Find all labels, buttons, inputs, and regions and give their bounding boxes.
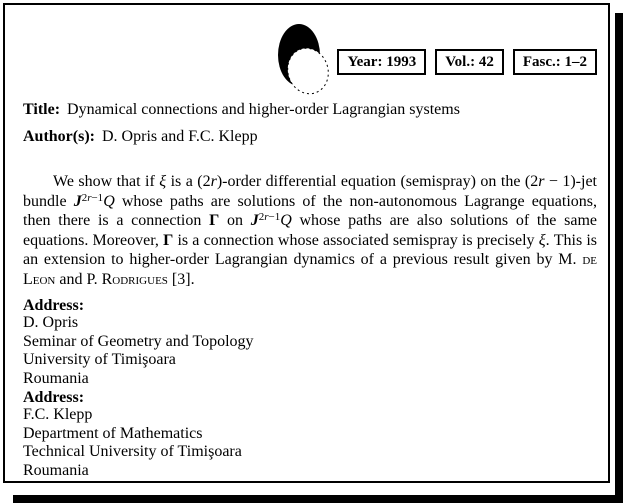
article-title: Dynamical connections and higher-order Lagrangian systems [67, 101, 460, 118]
title-line [23, 100, 460, 120]
address-block-opris [23, 297, 254, 388]
address-line: F.C. Klepp [23, 406, 93, 423]
article-authors: D. Opris and F.C. Klepp [102, 128, 258, 145]
year-box: Year: 1993 [337, 49, 426, 75]
fascicle-box: Fasc.: 1–2 [513, 49, 597, 75]
address-line: Roumania [23, 369, 89, 387]
authors-line [23, 127, 258, 147]
authors-label: Author(s): [23, 128, 95, 145]
address-line: University of Timişoara [23, 351, 176, 368]
address-label: Address: [23, 297, 85, 314]
address-line: Department of Mathematics [23, 424, 203, 442]
frame-shadow-bottom [13, 495, 623, 503]
title-label: Title: [23, 101, 61, 118]
volume-box: Vol.: 42 [435, 49, 504, 75]
crescent-moon-logo-icon [272, 20, 336, 108]
address-line: D. Opris [23, 314, 79, 331]
address-block-klepp [23, 389, 242, 480]
document-frame [3, 3, 610, 483]
address-line: Seminar of Geometry and Topology [23, 332, 254, 350]
address-label: Address: [23, 389, 85, 406]
address-line: Roumania [23, 461, 89, 479]
frame-shadow-right [615, 13, 623, 503]
abstract-paragraph: We show that if ξ is a (2r)-order differential equation (semispray) on the (2r − 1)-jet bundle $J^{2r-1}Q$ whose paths are solutions of the non-autonomous Lagrange equations, then there is a connection Γ on $J^{2r-1}Q$ whose paths are also solutions of the same equations. Moreover, Γ is a connection whose associated semispray is precisely ξ. This is an extension to higher-order Lagrangian dynamics of a previous result given by M. de Leon and P. Rodrigues [3]. [23, 173, 598, 288]
address-line: Technical University of Timişoara [23, 443, 242, 460]
issue-info-row [337, 49, 597, 75]
